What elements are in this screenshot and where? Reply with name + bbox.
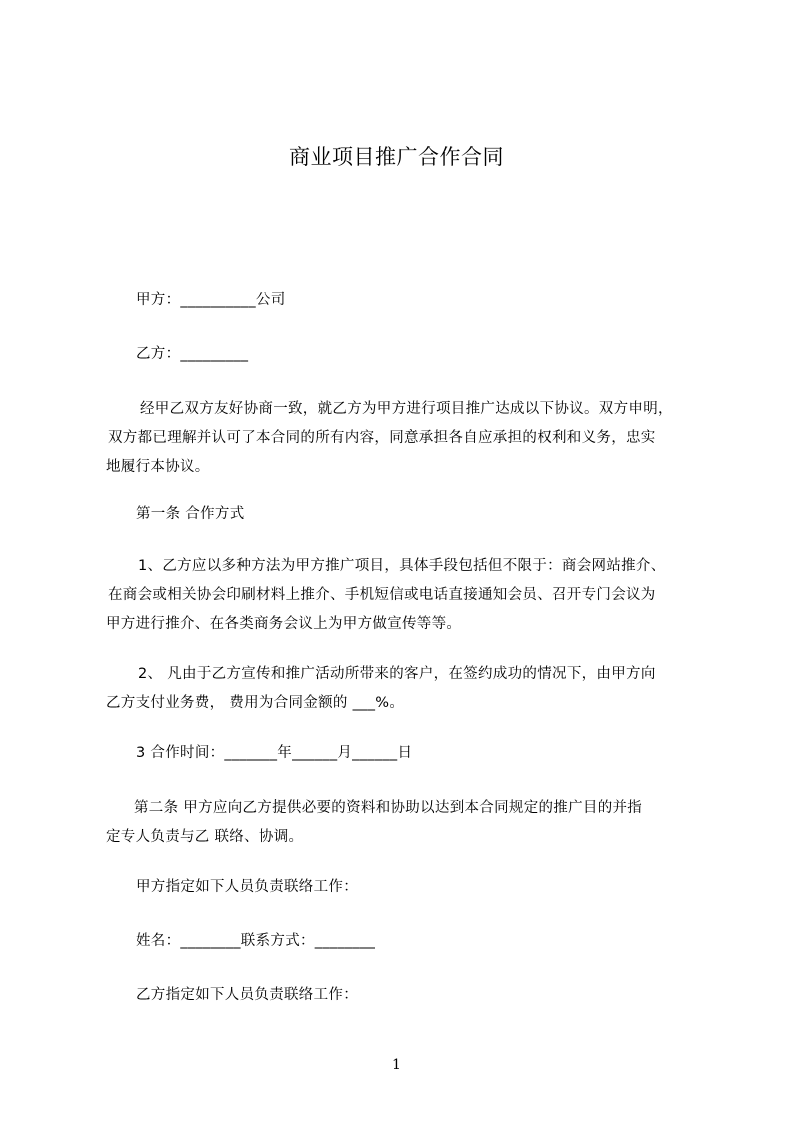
party-a-contact-heading: 甲方指定如下人员负责联络工作： [136, 879, 358, 895]
intro-line-3: 地履行本协议。 [106, 459, 210, 475]
clause-3-line: 3 合作时间：_______年______月______日 [136, 745, 413, 761]
clause-2-line-2: 乙方支付业务费， 费用为合同金额的 ___%。 [106, 695, 405, 711]
clause-1-line-3: 甲方进行推介、在各类商务会议上为甲方做宣传等等。 [106, 616, 462, 632]
intro-line-1: 经甲乙双方友好协商一致，就乙方为甲方进行项目推广达成以下协议。双方申明， [140, 401, 673, 417]
article-1-heading: 第一条 合作方式 [136, 506, 245, 522]
clause-1-line-1: 1、乙方应以多种方法为甲方推广项目，具体手段包括但不限于：商会网站推介、 [138, 558, 666, 574]
document-title: 商业项目推广合作合同 [289, 145, 504, 169]
clause-1-paragraph [106, 552, 706, 639]
intro-line-2: 双方都已理解并认可了本合同的所有内容，同意承担各自应承担的权利和义务，忠实 [108, 430, 656, 446]
party-b-line: 乙方：_________ [136, 346, 249, 362]
article-2-paragraph [106, 794, 706, 852]
clause-2-paragraph [106, 660, 706, 718]
clause-1-line-2: 在商会或相关协会印刷材料上推介、手机短信或电话直接通知会员、召开专门会议为 [108, 587, 656, 603]
intro-paragraph [106, 395, 706, 482]
contact-info-line: 姓名：________联系方式：________ [136, 933, 376, 949]
page-number: 1 [392, 1057, 401, 1073]
article-2-line-1: 第二条 甲方应向乙方提供必要的资料和协助以达到本合同规定的推广目的并指 [134, 800, 643, 816]
clause-2-line-1: 2、 凡由于乙方宣传和推广活动所带来的客户，在签约成功的情况下，由甲方向 [138, 666, 656, 682]
party-b-contact-heading: 乙方指定如下人员负责联络工作： [136, 987, 358, 1003]
article-2-line-2: 定专人负责与乙 联络、协调。 [106, 829, 304, 845]
party-a-line: 甲方：__________公司 [136, 292, 286, 308]
